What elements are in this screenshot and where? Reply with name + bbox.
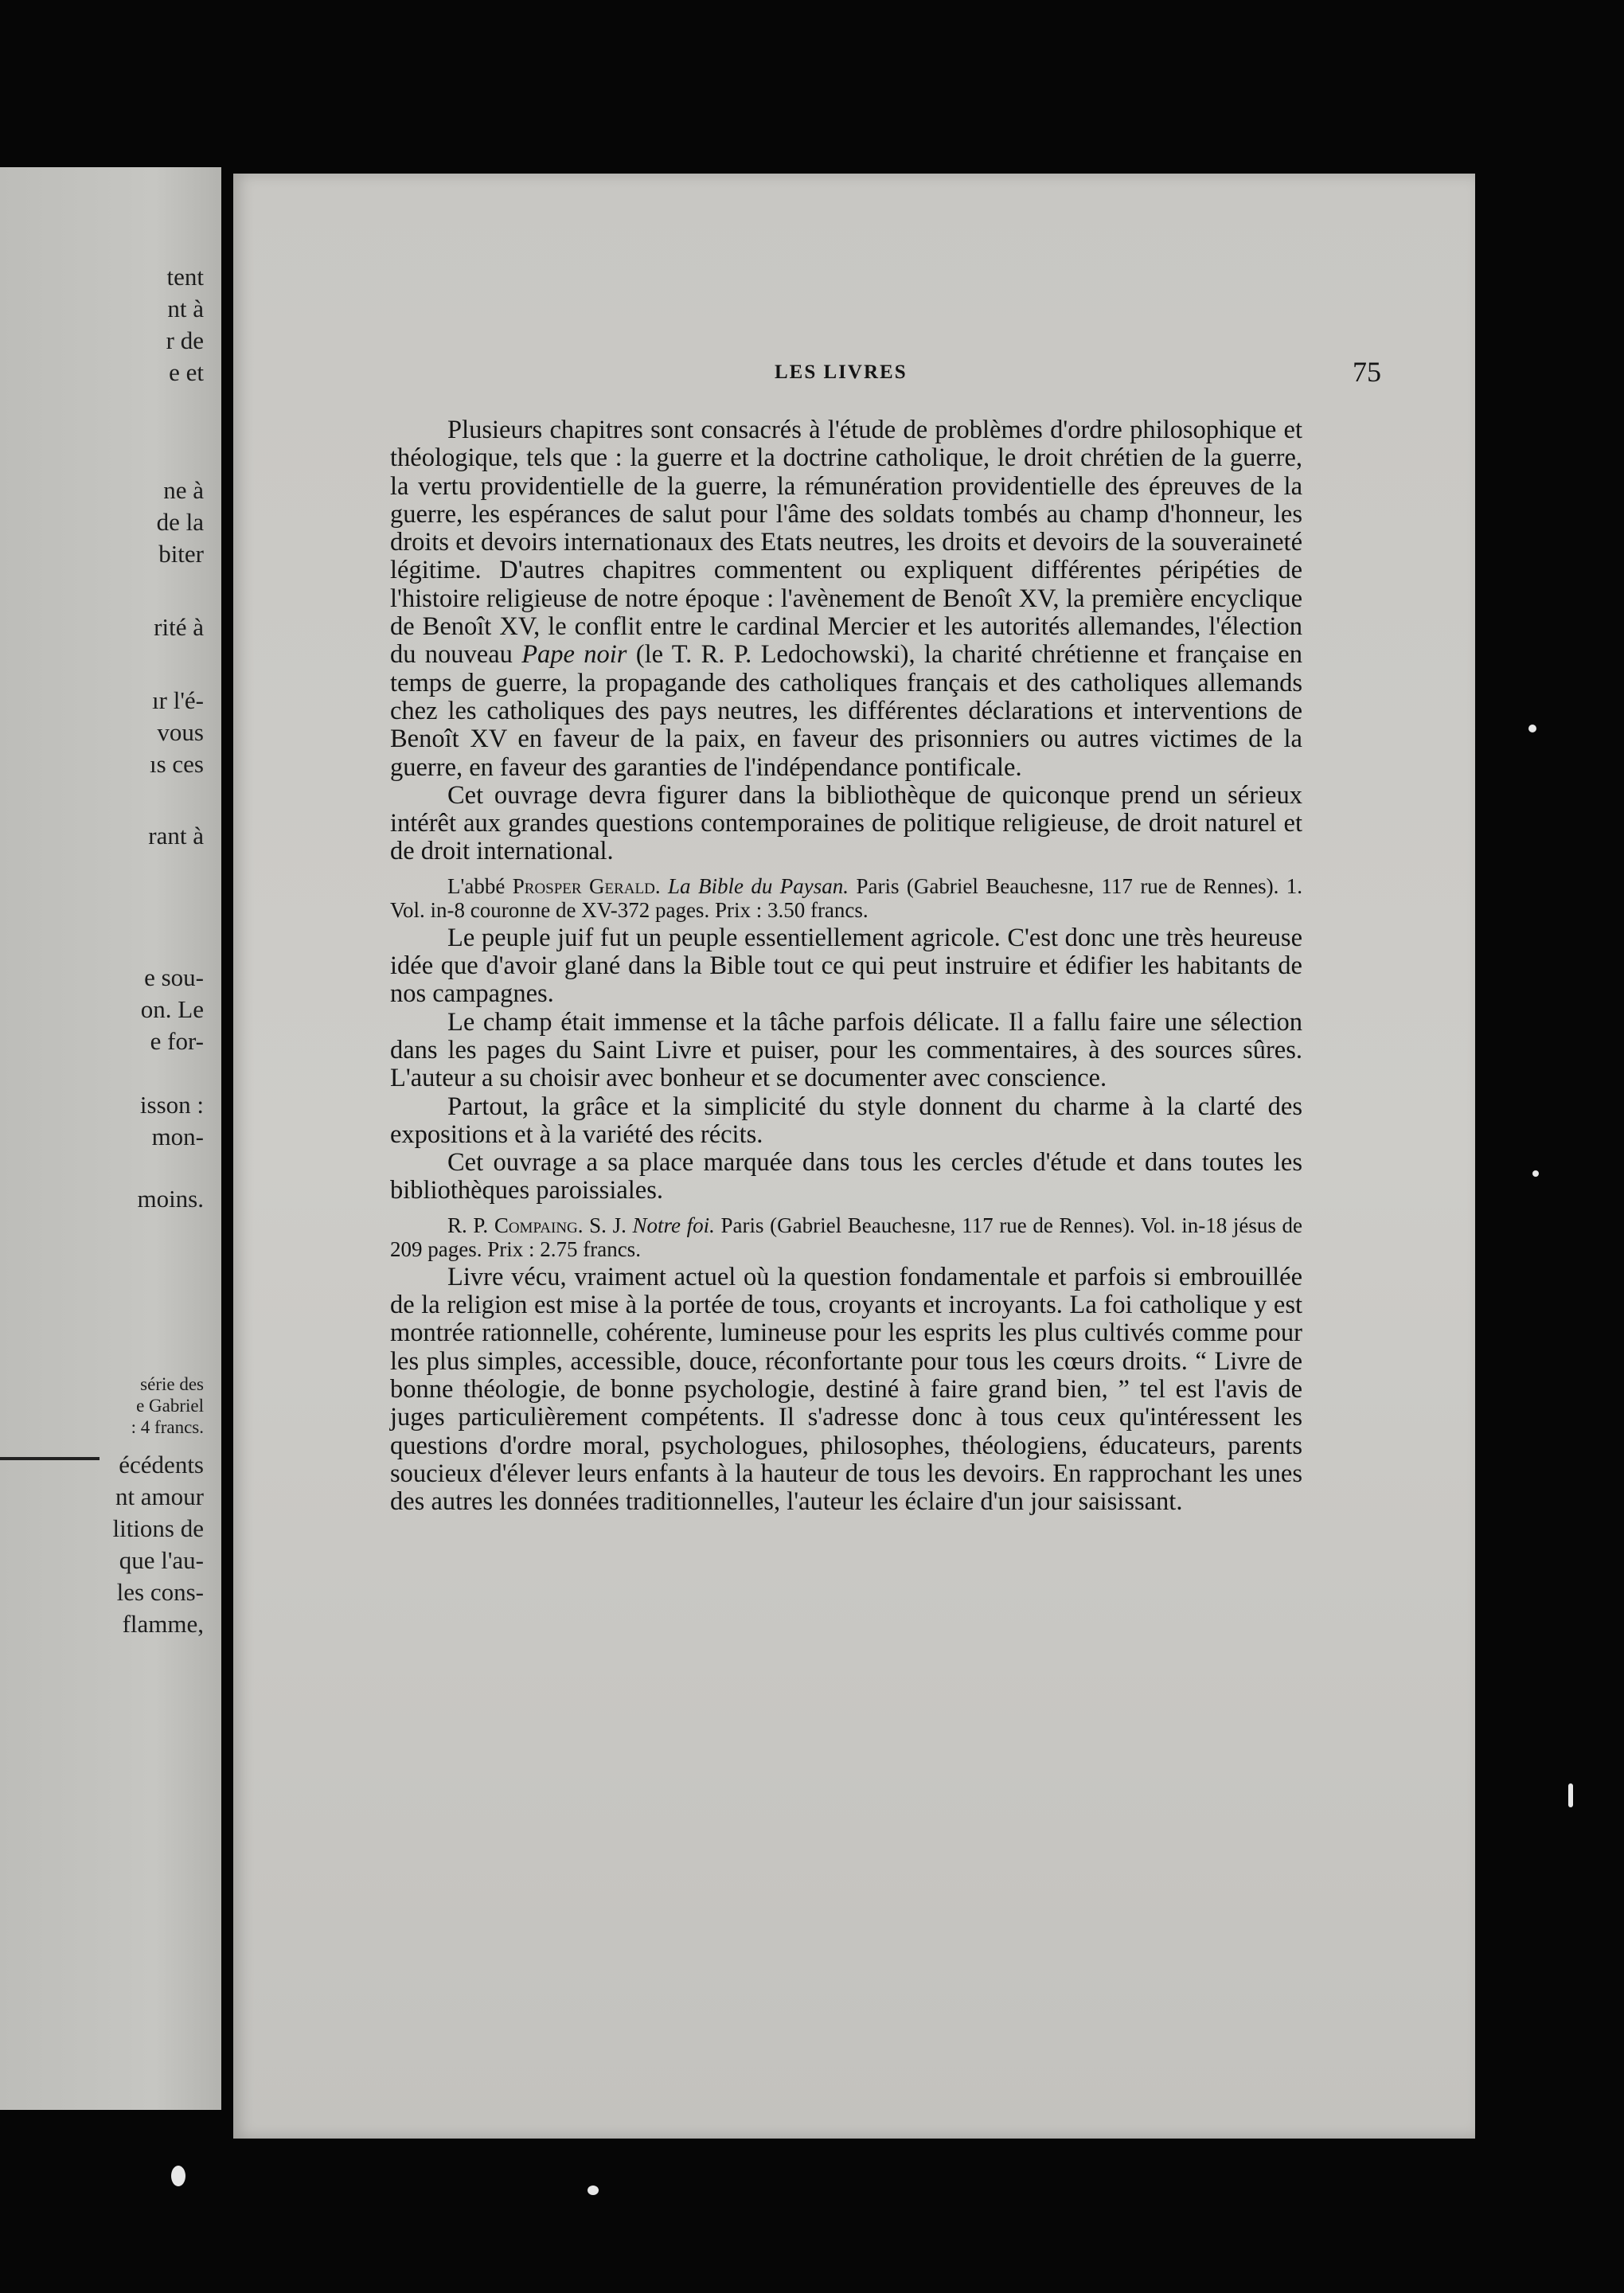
left-page-line: que l'au- — [119, 1546, 204, 1574]
page-body — [390, 416, 1302, 1516]
left-page-line: les cons- — [116, 1578, 204, 1606]
film-speck — [1568, 1783, 1573, 1807]
paragraph-1-end: (le T. R. P. Ledochowski), la charité chrétienne et française en temps de guerre, la propagande des catholiques français et des catholiques allemands chez les catholiques des pays neutres, les différentes déclarations et interventions de Benoît XV en faveur de la paix, en faveur des prisonniers ou autres victimes de la guerre, en faveur des garanties de l'indépendance pontificale. — [390, 640, 1302, 782]
left-page-line: tent — [166, 263, 204, 291]
left-page-line: rant à — [148, 822, 204, 850]
ref2-title: Notre foi. — [632, 1213, 715, 1237]
left-page-line: rité à — [154, 613, 204, 641]
left-page-line: isson : — [139, 1091, 204, 1119]
left-page-line: flamme, — [122, 1610, 204, 1638]
film-speck — [588, 2186, 599, 2195]
left-page-line: e Gabriel — [136, 1396, 204, 1416]
left-page-line: on. Le — [140, 995, 204, 1023]
left-page-line: moins. — [137, 1185, 204, 1213]
running-head — [233, 358, 1475, 390]
ref2-details: Paris (Gabriel Beauchesne, 117 rue de Rennes). Vol. in-18 jésus de 209 pages. Prix : 2.75 francs. — [390, 1213, 1302, 1261]
paragraph-1-text: Plusieurs chapitres sont consacrés à l'étude de problèmes d'ordre philosophique et théologique, tels que : la guerre et la doctrine catholique, le droit chrétien de la guerre, la vertu providentielle de la guerre, la rémunération providentielle des épreuves de la guerre, les espérances de salut pour l'âme des soldats tombés au champ d'honneur, les droits et devoirs internationaux des Etats neutres, les droits et devoirs de la souveraineté légitime. D'autres chapitres commentent ou expliquent différentes péripéties de l'histoire religieuse de notre époque : l'avènement de Benoît XV, la première encyclique de Benoît XV, le conflit entre le cardinal Mercier et les autorités allemandes, l'élection du nouveau — [390, 416, 1302, 670]
film-speck — [1528, 725, 1536, 732]
left-page-line: : 4 francs. — [131, 1417, 204, 1437]
left-page-line: mon- — [151, 1123, 204, 1150]
book-reference-2 — [390, 1213, 1302, 1261]
left-page-line: ıs ces — [149, 750, 204, 778]
page-number: 75 — [1353, 356, 1381, 388]
film-speck — [1532, 1170, 1539, 1177]
ref1-prefix: L'abbé — [447, 873, 506, 898]
ref1-title: La Bible du Paysan. — [668, 873, 849, 898]
ref2-prefix: R. P. — [447, 1213, 489, 1237]
left-page-line: r de — [166, 326, 204, 354]
left-page-line: e sou- — [144, 963, 204, 991]
ref1-author: Prosper Gerald. — [512, 873, 661, 898]
running-title: LES LIVRES — [775, 361, 908, 383]
italic-title: Pape noir — [521, 640, 627, 670]
paragraph-6: Cet ouvrage a sa place marquée dans tous les cercles d'étude et dans toutes les bibliothèques paroissiales. — [390, 1148, 1302, 1205]
paragraph-7: Livre vécu, vraiment actuel où la question fondamentale et parfois si embrouillée de la religion est mise à la portée de tous, croyants et incroyants. La foi catholique y est montrée rationnelle, cohérente, lumineuse pour les esprits les plus cultivés comme pour les plus simples, accessible, douce, réconfortante pour tous les cœurs droits. “ Livre de bonne théologie, de bonne psychologie, destiné à faire grand bien, ” tel est l'avis de juges particulièrement compétents. Il s'adresse donc à tous ceux qu'intéressent les questions d'ordre moral, psychologues, philosophes, théologiens, éducateurs, parents soucieux d'élever leurs enfants à la hauteur de tous les devoirs. En rapprochant les unes des autres les données traditionnelles, l'auteur les éclaire d'un jour saisissant. — [390, 1262, 1302, 1517]
film-speck — [171, 2166, 185, 2186]
left-page-line: de la — [156, 508, 204, 536]
ref2-order: S. J. — [589, 1213, 627, 1237]
left-page-line: nt à — [167, 295, 204, 322]
left-page-line: nt amour — [115, 1482, 204, 1510]
book-page — [233, 174, 1475, 2139]
ref2-author: Compaing. — [494, 1213, 584, 1237]
left-page-line: e et — [169, 358, 204, 386]
left-page-rule — [0, 1457, 100, 1460]
paragraph-5: Partout, la grâce et la simplicité du style donnent du charme à la clarté des expositions et à la variété des récits. — [390, 1092, 1302, 1149]
left-page-line: vous — [157, 718, 204, 746]
paragraph-3: Le peuple juif fut un peuple essentiellement agricole. C'est donc une très heureuse idée que d'avoir glané dans la Bible tout ce qui peut instruire et édifier les habitants de nos campagnes. — [390, 923, 1302, 1009]
left-page-line: ır l'é- — [152, 686, 204, 714]
book-reference-1 — [390, 874, 1302, 922]
left-page-line: ne à — [163, 476, 204, 504]
left-page-fragment — [0, 167, 221, 2110]
paragraph-2: Cet ouvrage devra figurer dans la bibliothèque de quiconque prend un sérieux intérêt aux grandes questions contemporaines de politique religieuse, de droit naturel et de droit international. — [390, 780, 1302, 866]
left-page-line: litions de — [112, 1514, 204, 1542]
left-page-line: biter — [158, 540, 204, 568]
ref1-details: Paris (Gabriel Beauchesne, 117 rue de Rennes). 1. Vol. in-8 couronne de XV-372 pages. Prix : 3.50 francs. — [390, 873, 1303, 922]
paragraph-4: Le champ était immense et la tâche parfois délicate. Il a fallu faire une sélection dans les pages du Saint Livre et puiser, pour les commentaires, à des sources sûres. L'auteur a su choisir avec bonheur et se documenter avec conscience. — [390, 1007, 1302, 1093]
left-page-line: série des — [140, 1374, 204, 1394]
left-page-line: e for- — [150, 1027, 204, 1055]
left-page-line: écédents — [119, 1451, 204, 1479]
paragraph-1 — [390, 416, 1302, 782]
